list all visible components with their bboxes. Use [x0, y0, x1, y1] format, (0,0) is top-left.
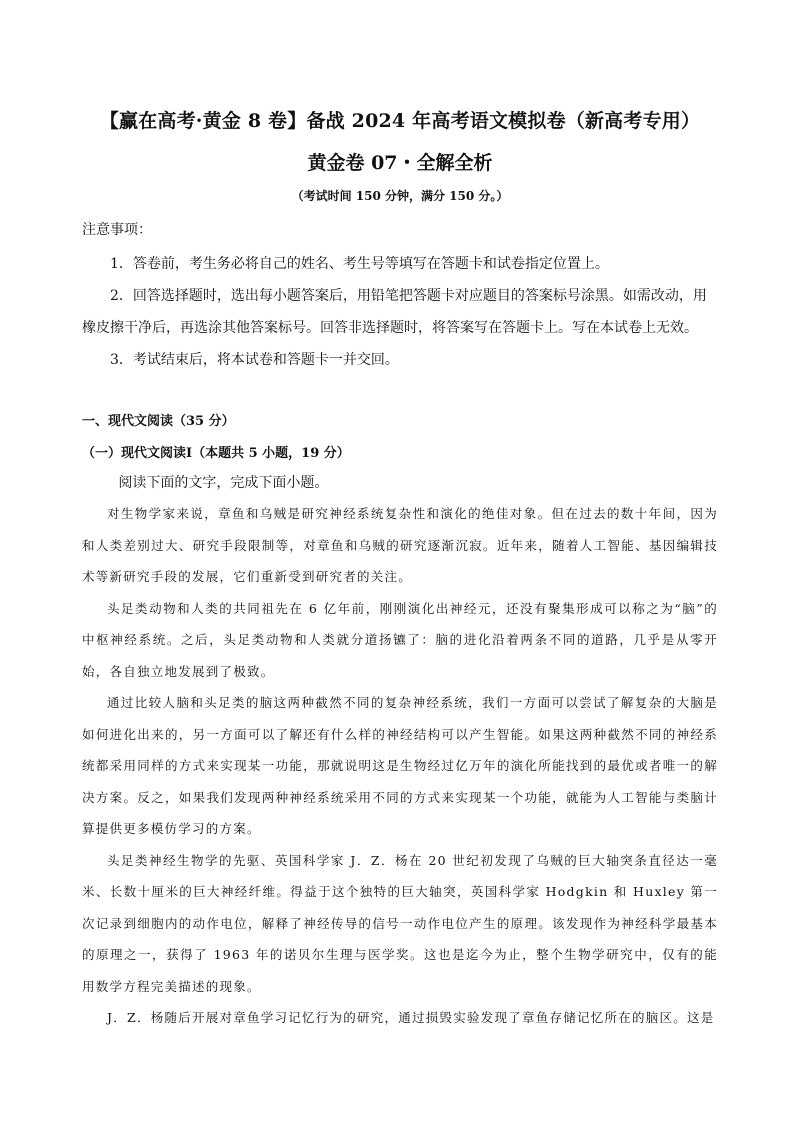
- passage-paragraph: 通过比较人脑和头足类的脑这两种截然不同的复杂神经系统，我们一方面可以尝试了解复杂的大脑是如何进化出来的，另一方面可以了解还有什么样的神经结构可以产生智能。如果这两种截然不同的神经系统都采用同样的方式来实现某一功能，那就说明这是生物经过亿万年的演化所能找到的最优或者唯一的解决方案。反之，如果我们发现两种神经系统采用不同的方式来实现某一个功能，就能为人工智能与类脑计算提供更多模仿学习的方案。: [82, 695, 718, 836]
- reading-instruction: 阅读下面的文字，完成下面小题。: [118, 475, 329, 491]
- notice-item: 1．答卷前，考生务必将自己的姓名、考生号等填写在答题卡和试卷指定位置上。: [110, 256, 609, 272]
- passage-paragraph: 对生物学家来说，章鱼和乌贼是研究神经系统复杂性和演化的绝佳对象。但在过去的数十年间，因为和人类差别过大、研究手段限制等，对章鱼和乌贼的研究逐渐沉寂。近年来，随着人工智能、基因编辑技术等新研究手段的发展，它们重新受到研究者的关注。: [82, 506, 718, 584]
- exam-info: （考试时间 150 分钟，满分 150 分。）: [291, 189, 509, 203]
- document-subtitle: 黄金卷 07・全解全析: [307, 152, 493, 174]
- passage-paragraph: J．Z．杨随后开展对章鱼学习记忆行为的研究，通过损毁实验发现了章鱼存储记忆所在的脑区。这是: [107, 1010, 715, 1025]
- notice-item: 3．考试结束后，将本试卷和答题卡一并交回。: [110, 352, 399, 368]
- section-heading: 一、现代文阅读（35 分）: [82, 414, 235, 429]
- section-spacer: [82, 376, 718, 410]
- notice-heading: 注意事项：: [82, 222, 152, 238]
- notice-list: [82, 248, 718, 376]
- reading-passage: [82, 498, 718, 1034]
- subsection-heading: （一）现代文阅读Ⅰ（本题共 5 小题，19 分）: [82, 446, 350, 461]
- document-title: 【赢在高考·黄金 8 卷】备战 2024 年高考语文模拟卷（新高考专用）: [99, 110, 701, 132]
- passage-paragraph: 头足类神经生物学的先驱、英国科学家 J．Z．杨在 20 世纪初发现了乌贼的巨大轴突条直径达一毫米、长数十厘米的巨大神经纤维。得益于这个独特的巨大轴突，英国科学家 Hodgkin 和 Huxley 第一次记录到细胞内的动作电位，解释了神经传导的信号一动作电位产生的原理。该发现作为神经科学最基本的原理之一，获得了 1963 年的诺贝尔生理与医学奖。这也是迄今为止，整个生物学研究中，仅有的能用数学方程完美描述的现象。: [82, 852, 718, 994]
- passage-paragraph: 头足类动物和人类的共同祖先在 6 亿年前，刚刚演化出神经元，还没有聚集形成可以称之为“脑”的中枢神经系统。之后，头足类动物和人类就分道扬镳了：脑的进化沿着两条不同的道路，几乎是从零开始，各自独立地发展到了极致。: [82, 600, 718, 679]
- notice-item: 2．回答选择题时，选出每小题答案后，用铅笔把答题卡对应题目的答案标号涂黑。如需改动，用橡皮擦干净后，再选涂其他答案标号。回答非选择题时，将答案写在答题卡上。写在本试卷上无效。: [82, 288, 707, 336]
